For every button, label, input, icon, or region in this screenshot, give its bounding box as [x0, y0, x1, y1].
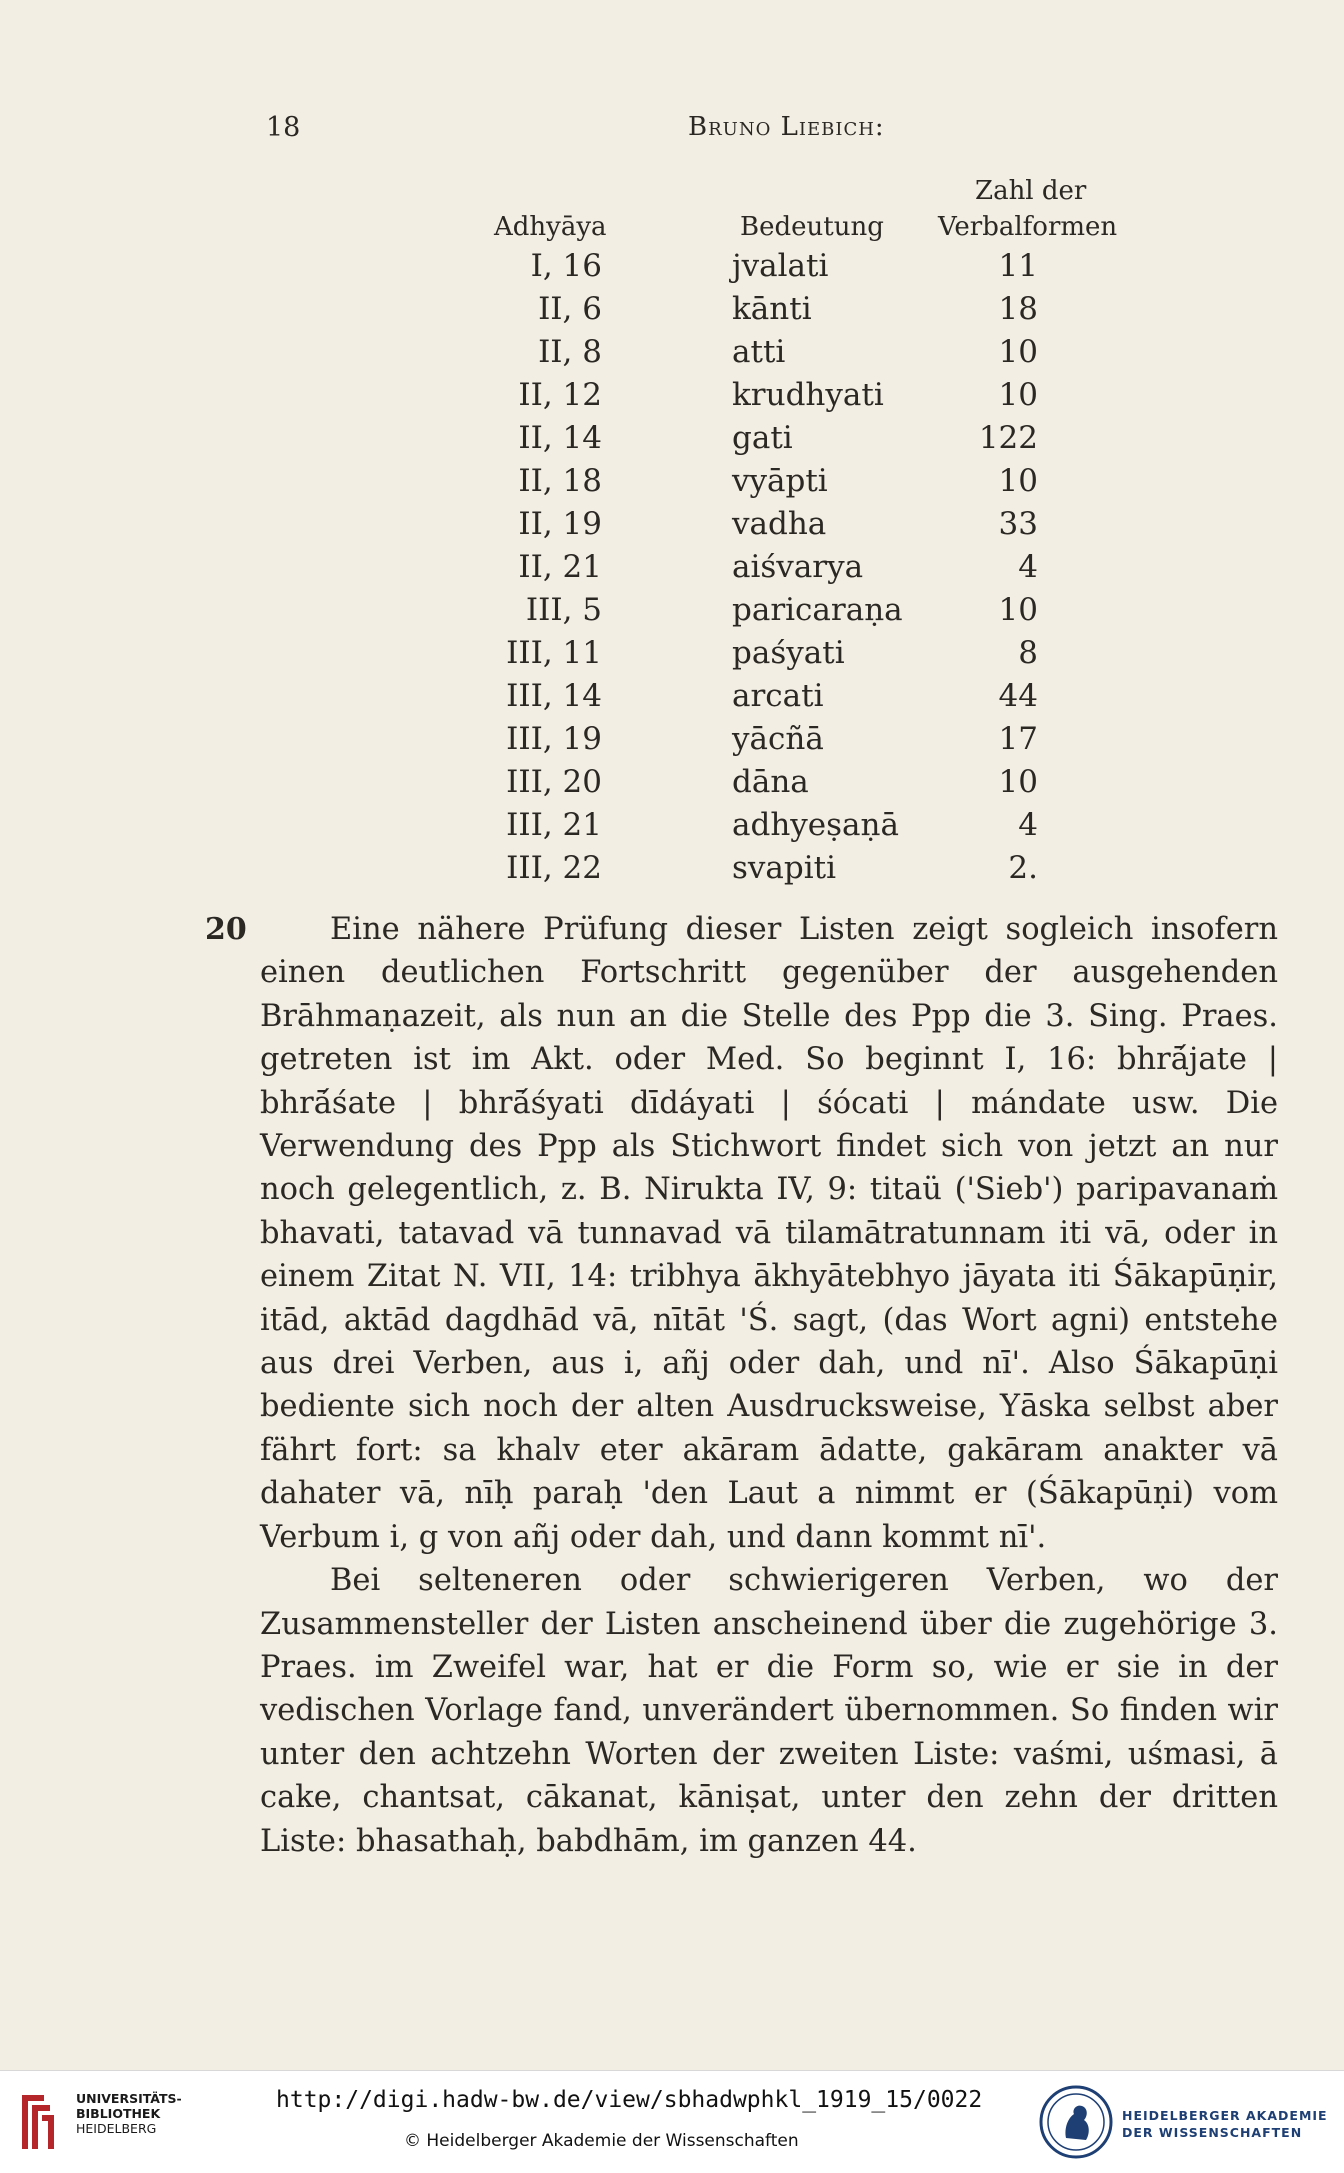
table-row: [0, 463, 1344, 506]
running-head: [0, 112, 1344, 152]
cell-zahl: 10: [998, 334, 1038, 370]
table-row: [0, 592, 1344, 635]
cell-zahl: 10: [998, 592, 1038, 628]
paragraph-2: Bei selteneren oder schwierigeren Verben, wo der Zusammensteller der Listen anscheinend über die zugehörige 3. Praes. im Zweifel war, hat er die Form so, wie er sie in der vedischen Vorlage fand, unverändert übernommen. So finden wir unter den achtzehn Worten der zweiten Liste: vaśmi, uśmasi, ā cake, chantsat, cākanat, kāniṣat, unter den zehn der dritten Liste: bhasathaḥ, babdhām, im ganzen 44.: [260, 1563, 1278, 1859]
table-row: [0, 850, 1344, 893]
table-row: [0, 377, 1344, 420]
cell-bedeutung: jvalati: [732, 248, 829, 284]
cell-bedeutung: dāna: [732, 764, 809, 800]
cell-adhyaya: III, 20: [506, 764, 602, 800]
cell-zahl: 122: [978, 420, 1038, 456]
table-row: [0, 420, 1344, 463]
library-name: UNIVERSITÄTS- BIBLIOTHEK HEIDELBERG: [76, 2091, 182, 2136]
cell-adhyaya: III, 21: [506, 807, 602, 843]
cell-bedeutung: vyāpti: [732, 463, 828, 499]
cell-bedeutung: adhyeṣaṇā: [732, 807, 899, 843]
cell-zahl: 8: [1018, 635, 1038, 671]
table-row: [0, 549, 1344, 592]
cell-zahl: 18: [998, 291, 1038, 327]
footer-bar: [0, 2070, 1344, 2173]
cell-bedeutung: kānti: [732, 291, 812, 327]
cell-adhyaya: III, 22: [506, 850, 602, 886]
university-library-logo-icon: [14, 2089, 58, 2155]
cell-zahl: 4: [1018, 807, 1038, 843]
cell-adhyaya: II, 21: [518, 549, 602, 585]
cell-bedeutung: vadha: [732, 506, 827, 542]
marginal-number: 20: [205, 912, 247, 947]
cell-adhyaya: I, 16: [530, 248, 602, 284]
cell-bedeutung: paśyati: [732, 635, 845, 671]
cell-adhyaya: III, 11: [506, 635, 602, 671]
cell-zahl: 10: [998, 377, 1038, 413]
cell-zahl: 11: [998, 248, 1038, 284]
cell-bedeutung: yācñā: [732, 721, 824, 757]
table-row: [0, 764, 1344, 807]
cell-zahl: 17: [998, 721, 1038, 757]
cell-adhyaya: II, 8: [538, 334, 602, 370]
cell-bedeutung: atti: [732, 334, 786, 370]
cell-zahl: 2.: [1008, 850, 1038, 886]
table-body: [0, 248, 1344, 893]
cell-bedeutung: krudhyati: [732, 377, 884, 413]
cell-adhyaya: II, 12: [518, 377, 602, 413]
header-zahl-line1: Zahl der: [975, 176, 1087, 206]
cell-adhyaya: II, 14: [518, 420, 602, 456]
cell-bedeutung: gati: [732, 420, 793, 456]
cell-adhyaya: II, 6: [538, 291, 602, 327]
table-row: [0, 506, 1344, 549]
cell-zahl: 33: [998, 506, 1038, 542]
copyright-notice: © Heidelberger Akademie der Wissenschaften: [404, 2131, 799, 2151]
table-row: [0, 807, 1344, 850]
page-number: 18: [266, 112, 301, 143]
cell-adhyaya: III, 19: [506, 721, 602, 757]
cell-adhyaya: II, 19: [518, 506, 602, 542]
academy-seal-icon: [1038, 2084, 1114, 2160]
cell-bedeutung: paricaraṇa: [732, 592, 903, 628]
permalink-url[interactable]: http://digi.hadw-bw.de/view/sbhadwphkl_1919_15/0022: [276, 2087, 983, 2113]
academy-name: HEIDELBERGER AKADEMIE DER WISSENSCHAFTEN: [1122, 2108, 1328, 2140]
cell-zahl: 4: [1018, 549, 1038, 585]
cell-bedeutung: svapiti: [732, 850, 837, 886]
cell-adhyaya: III, 5: [525, 592, 602, 628]
table-row: [0, 678, 1344, 721]
paragraph-1: Eine nähere Prüfung dieser Listen zeigt sogleich insofern einen deutlichen Fortschritt gegenüber der ausgehenden Brāhmaṇazeit, als nun an die Stelle des Ppp die 3. Sing. Praes. getreten ist im Akt. oder Med. So beginnt I, 16: bhrā́jate | bhrā́śate | bhrā́śyati dīdáyati | śócati | mándate usw. Die Verwendung des Ppp als Stichwort findet sich von jetzt an nur noch gelegentlich, z. B. Nirukta IV, 9: titaü ('Sieb') paripavanaṁ bhavati, tatavad vā tunnavad vā tilamātratunnam iti vā, oder in einem Zitat N. VII, 14: tribhya ākhyātebhyo jāyata iti Śākapūṇir, itād, aktād dagdhād vā, nītāt 'Ś. sagt, (das Wort agni) entstehe aus drei Verben, aus i, añj oder dah, und nī'. Also Śākapūṇi bediente sich noch der alten Ausdrucksweise, Yāska selbst aber fährt fort: sa khalv eter akāram ādatte, gakāram anakter vā dahater vā, nīḥ paraḥ 'den Laut a nimmt er (Śākapūṇi) vom Verbum i, g von añj oder dah, und dann kommt nī'.: [260, 912, 1278, 1555]
cell-adhyaya: II, 18: [518, 463, 602, 499]
cell-adhyaya: III, 14: [506, 678, 602, 714]
table-row: [0, 248, 1344, 291]
cell-bedeutung: arcati: [732, 678, 824, 714]
body-text: [260, 908, 1278, 1863]
table-row: [0, 291, 1344, 334]
cell-zahl: 10: [998, 463, 1038, 499]
header-zahl-line2: Verbalformen: [938, 212, 1118, 242]
cell-bedeutung: aiśvarya: [732, 549, 864, 585]
header-adhyaya: Adhyāya: [494, 212, 607, 242]
table-row: [0, 721, 1344, 764]
header-bedeutung: Bedeutung: [740, 212, 884, 242]
cell-zahl: 10: [998, 764, 1038, 800]
table-row: [0, 635, 1344, 678]
table-row: [0, 334, 1344, 377]
cell-zahl: 44: [998, 678, 1038, 714]
running-head-author: Bruno Liebich:: [688, 112, 885, 142]
